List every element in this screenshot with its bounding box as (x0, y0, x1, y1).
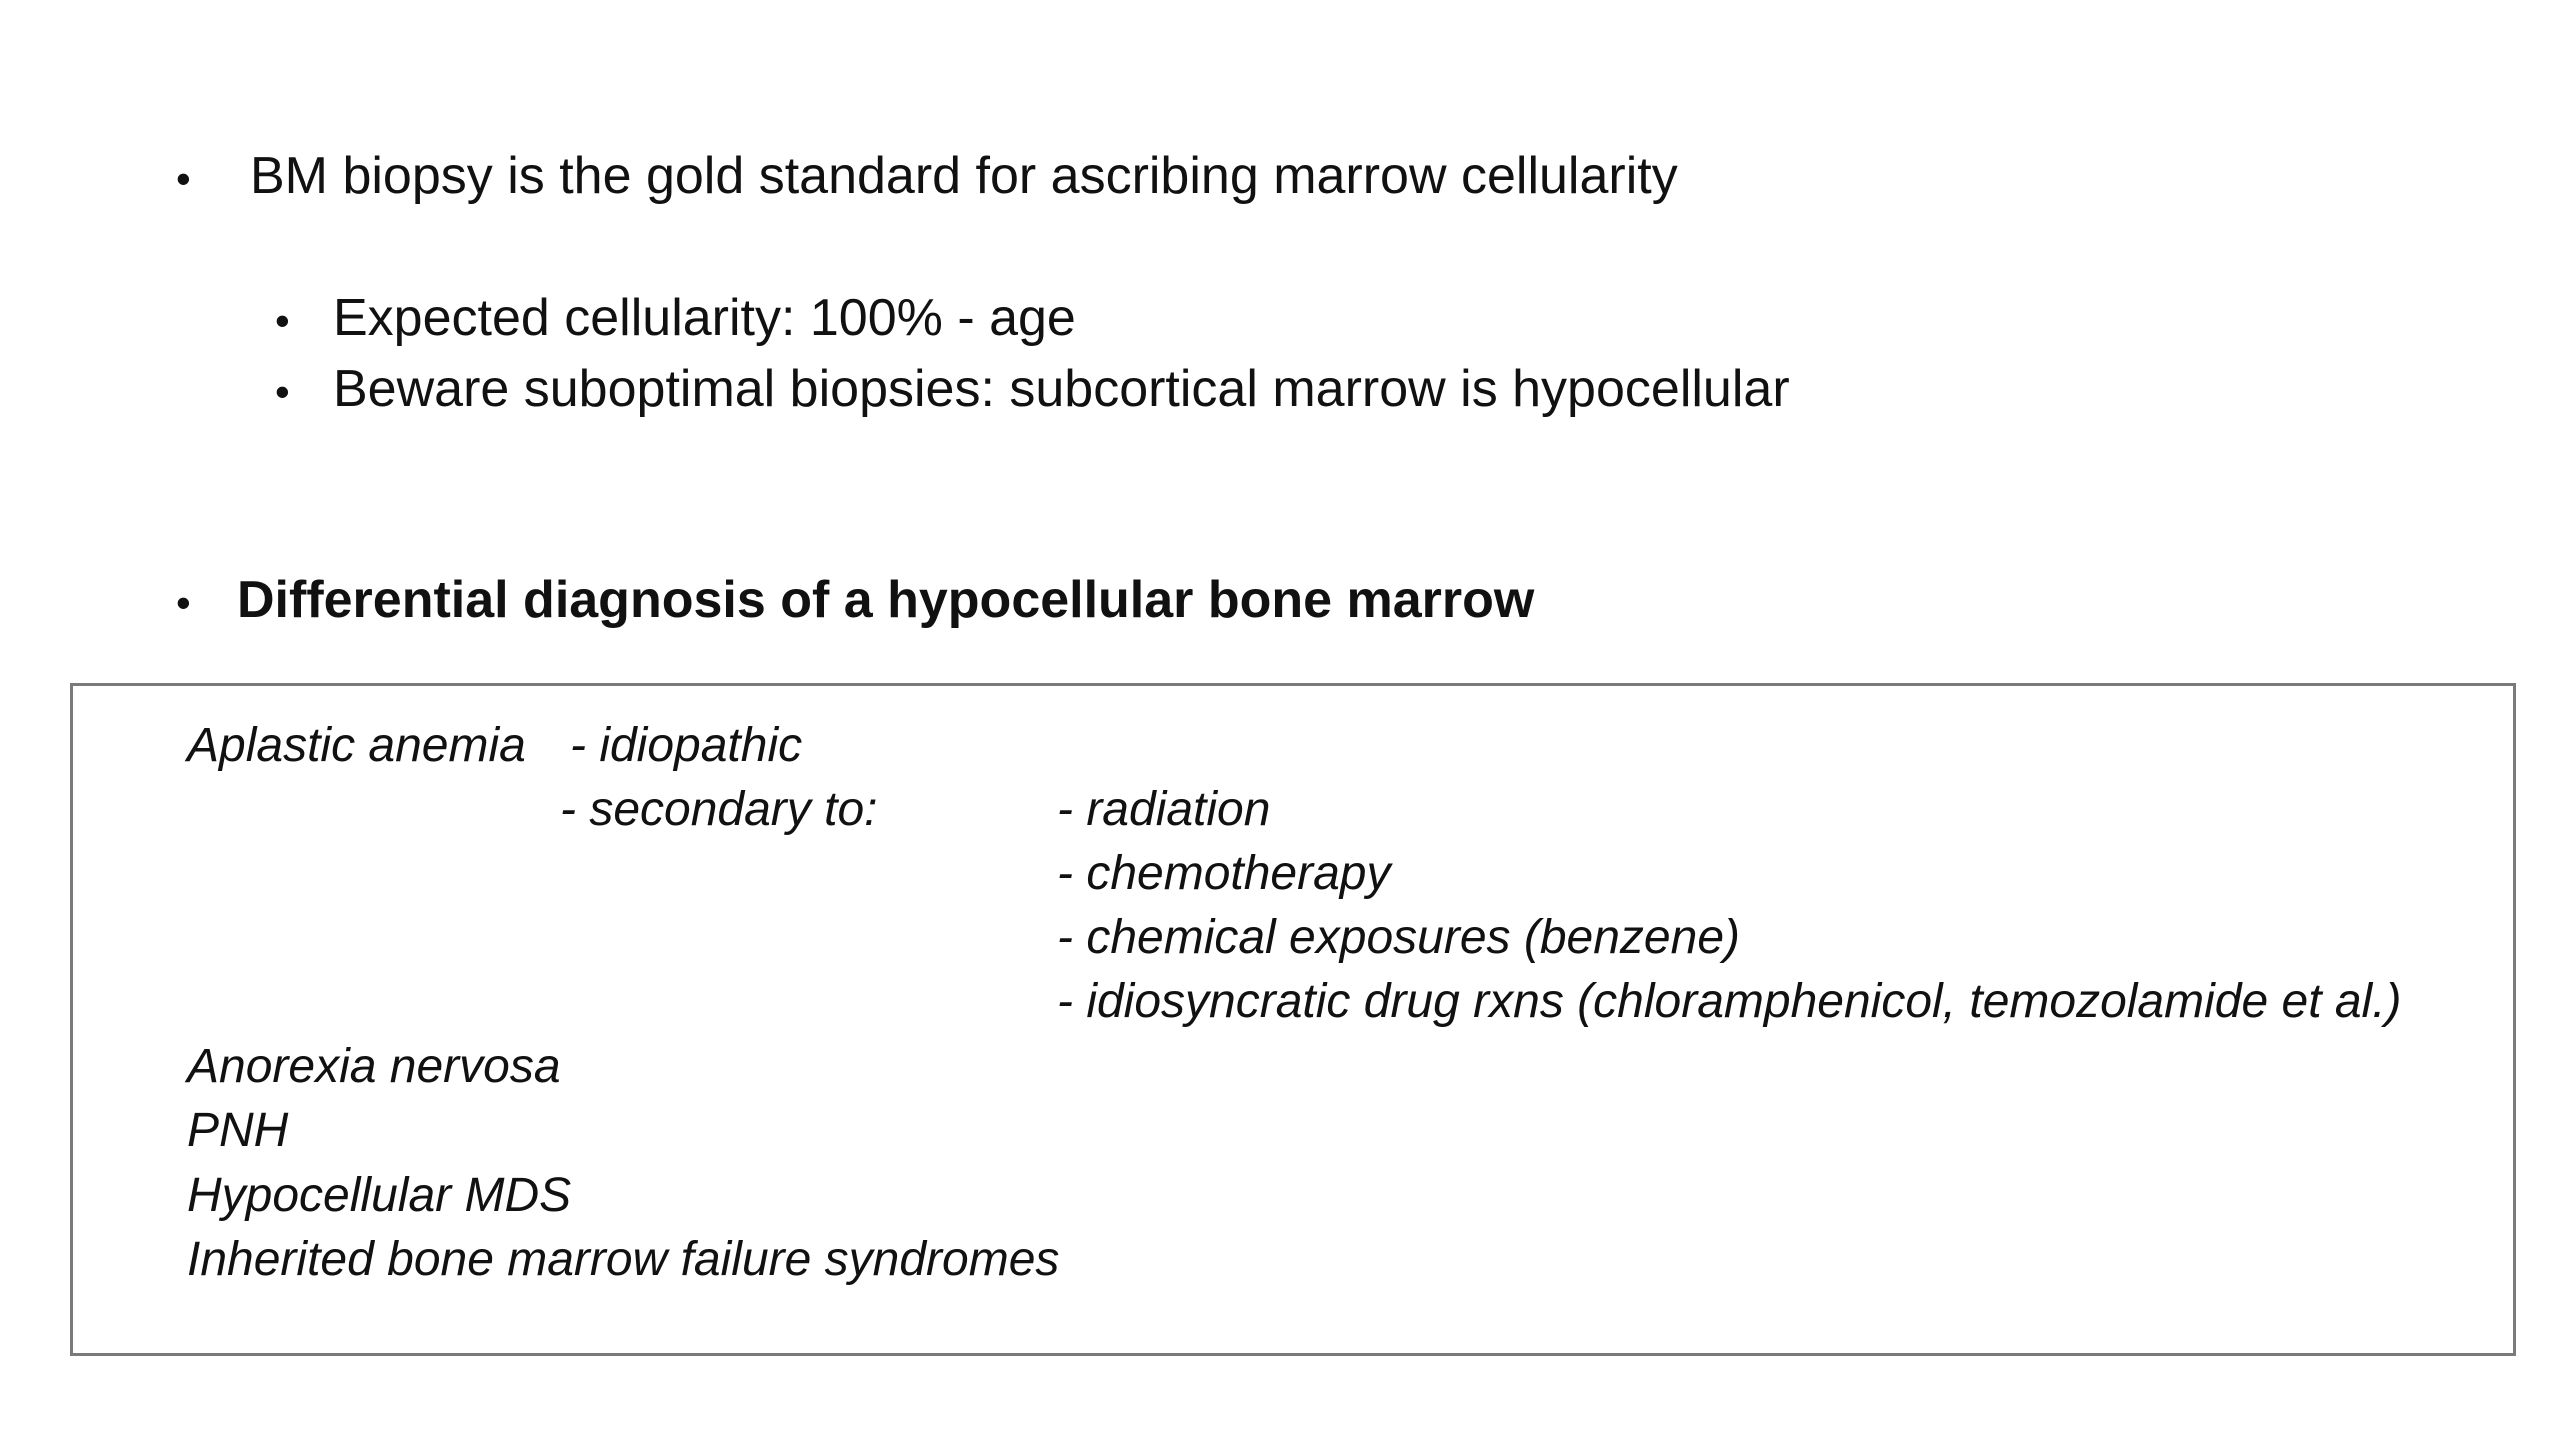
cause-item: - idiosyncratic drug rxns (chloramphenicol, temozolamide et al.) (1057, 975, 2402, 1028)
cause-item: - chemical exposures (benzene) (1057, 911, 1740, 964)
bullet-main-1: BM biopsy is the gold standard for ascribing marrow cellularity (250, 147, 1678, 205)
bullet-marker: • (275, 368, 290, 415)
bullet-marker: • (176, 155, 191, 202)
diagnosis-item: Hypocellular MDS (187, 1169, 572, 1222)
cause-item: - chemotherapy (1057, 847, 1391, 900)
diagnosis-item: Inherited bone marrow failure syndromes (187, 1233, 1060, 1286)
aplastic-anemia-label: Aplastic anemia (187, 719, 526, 772)
diagnosis-item: Anorexia nervosa (187, 1040, 561, 1093)
cause-item: - radiation (1057, 783, 1271, 836)
bullet-marker: • (176, 579, 191, 626)
bullet-sub-1: Expected cellularity: 100% - age (333, 289, 1076, 347)
bullet-sub-2: Beware suboptimal biopsies: subcortical marrow is hypocellular (333, 360, 1790, 418)
idiopathic-label: - idiopathic (570, 719, 803, 772)
diagnosis-item: PNH (187, 1104, 289, 1157)
bullet-main-2: Differential diagnosis of a hypocellular bone marrow (237, 571, 1535, 629)
secondary-to-label: - secondary to: (560, 783, 878, 836)
bullet-marker: • (275, 297, 290, 344)
